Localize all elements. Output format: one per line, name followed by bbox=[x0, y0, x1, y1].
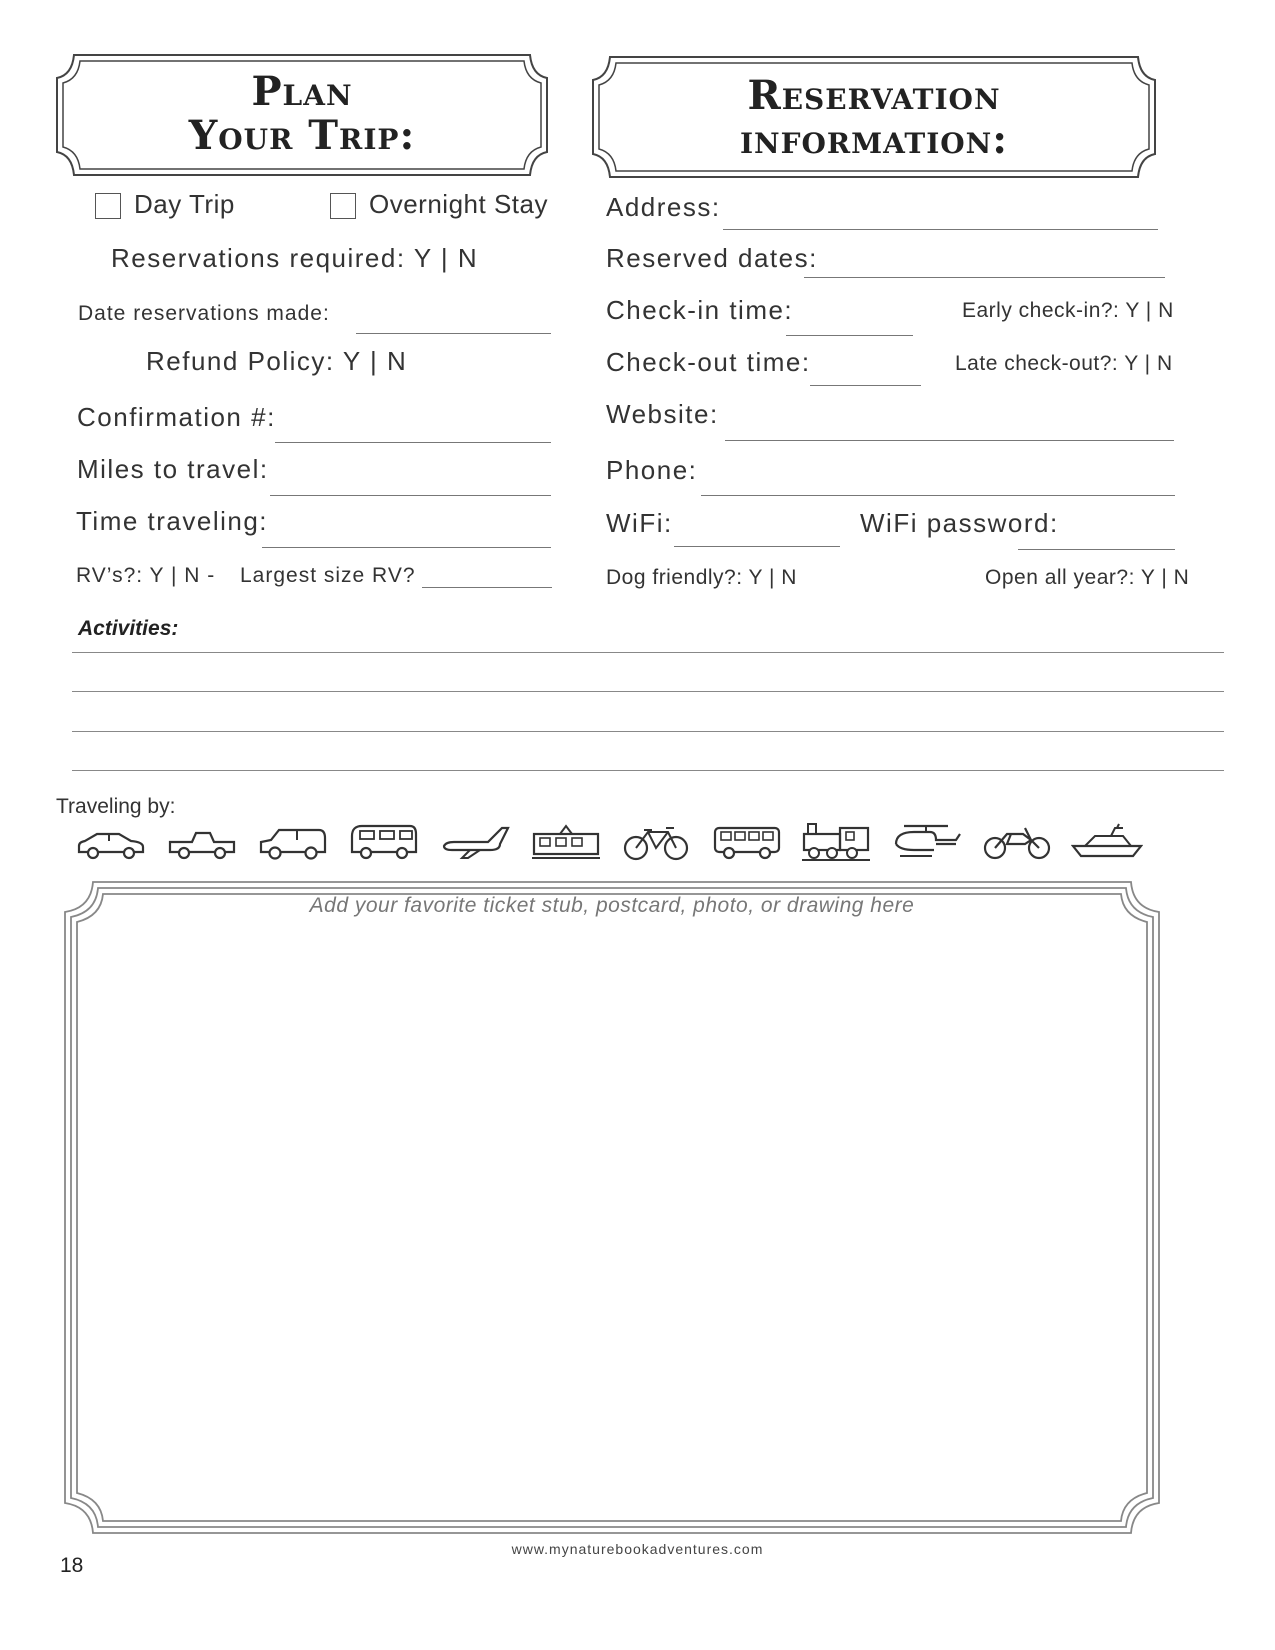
motorcycle-icon[interactable] bbox=[981, 820, 1053, 862]
reserved-dates-label: Reserved dates: bbox=[606, 243, 818, 273]
early-check-in-label: Early check-in?: Y | N bbox=[962, 299, 1174, 322]
day-trip-checkbox[interactable] bbox=[95, 193, 121, 219]
check-in-field[interactable] bbox=[786, 335, 913, 336]
activities-line-4[interactable] bbox=[72, 770, 1224, 771]
date-reservations-made-field[interactable] bbox=[356, 333, 551, 334]
activities-label: Activities: bbox=[78, 617, 179, 640]
confirmation-label: Confirmation #: bbox=[77, 402, 276, 432]
rvs-label: RV’s?: Y | N - bbox=[76, 564, 216, 587]
boat-icon[interactable] bbox=[1071, 820, 1143, 862]
website-label: Website: bbox=[606, 399, 719, 429]
miles-field[interactable] bbox=[270, 495, 551, 496]
car-icon[interactable] bbox=[75, 826, 147, 862]
miles-label: Miles to travel: bbox=[77, 454, 269, 484]
plan-title-line2: Your Trip: bbox=[188, 112, 416, 159]
photo-box-area[interactable] bbox=[90, 930, 1130, 1510]
phone-label: Phone: bbox=[606, 455, 698, 485]
plan-title-line1: Plan bbox=[251, 68, 353, 115]
largest-rv-field[interactable] bbox=[422, 587, 552, 588]
phone-field[interactable] bbox=[701, 495, 1175, 496]
wifi-password-field[interactable] bbox=[1018, 549, 1175, 550]
address-field[interactable] bbox=[723, 229, 1158, 230]
address-label: Address: bbox=[606, 192, 721, 222]
overnight-stay-label: Overnight Stay bbox=[369, 189, 548, 219]
activities-line-3[interactable] bbox=[72, 731, 1224, 732]
time-traveling-field[interactable] bbox=[262, 547, 551, 548]
reservation-title bbox=[588, 74, 1160, 162]
reservations-required-label: Reservations required: Y | N bbox=[111, 243, 479, 273]
footer-url[interactable]: www.mynaturebookadventures.com bbox=[511, 1541, 764, 1557]
bus-icon[interactable] bbox=[711, 822, 783, 862]
pickup-truck-icon[interactable] bbox=[166, 826, 238, 862]
tram-icon[interactable] bbox=[530, 822, 602, 862]
bicycle-icon[interactable] bbox=[620, 822, 692, 862]
time-traveling-label: Time traveling: bbox=[76, 506, 269, 536]
activities-line-1[interactable] bbox=[72, 652, 1224, 653]
refund-policy-label: Refund Policy: Y | N bbox=[146, 346, 408, 376]
open-all-year-label: Open all year?: Y | N bbox=[985, 566, 1190, 589]
wifi-field[interactable] bbox=[674, 546, 840, 547]
dog-friendly-label: Dog friendly?: Y | N bbox=[606, 566, 797, 589]
website-field[interactable] bbox=[725, 440, 1174, 441]
train-icon[interactable] bbox=[800, 820, 872, 862]
reservation-title-line1: Reservation bbox=[747, 72, 1001, 119]
traveling-by-label: Traveling by: bbox=[56, 795, 176, 818]
reservation-title-line2: information: bbox=[739, 116, 1009, 163]
overnight-stay-checkbox[interactable] bbox=[330, 193, 356, 219]
wifi-label: WiFi: bbox=[606, 508, 673, 538]
airplane-icon[interactable] bbox=[440, 822, 512, 862]
suv-icon[interactable] bbox=[257, 824, 329, 862]
date-reservations-made-label: Date reservations made: bbox=[78, 302, 330, 325]
plan-title bbox=[52, 70, 552, 158]
van-icon[interactable] bbox=[348, 822, 420, 862]
largest-rv-label: Largest size RV? bbox=[240, 564, 416, 587]
check-in-label: Check-in time: bbox=[606, 295, 794, 325]
photo-box-caption: Add your favorite ticket stub, postcard, photo, or drawing here bbox=[309, 894, 915, 917]
helicopter-icon[interactable] bbox=[890, 820, 962, 862]
wifi-password-label: WiFi password: bbox=[860, 508, 1059, 538]
page-number: 18 bbox=[60, 1554, 84, 1577]
check-out-label: Check-out time: bbox=[606, 347, 811, 377]
activities-line-2[interactable] bbox=[72, 691, 1224, 692]
confirmation-field[interactable] bbox=[275, 442, 551, 443]
late-check-out-label: Late check-out?: Y | N bbox=[955, 352, 1173, 375]
day-trip-label: Day Trip bbox=[134, 189, 235, 219]
check-out-field[interactable] bbox=[810, 385, 921, 386]
reserved-dates-field[interactable] bbox=[804, 277, 1165, 278]
